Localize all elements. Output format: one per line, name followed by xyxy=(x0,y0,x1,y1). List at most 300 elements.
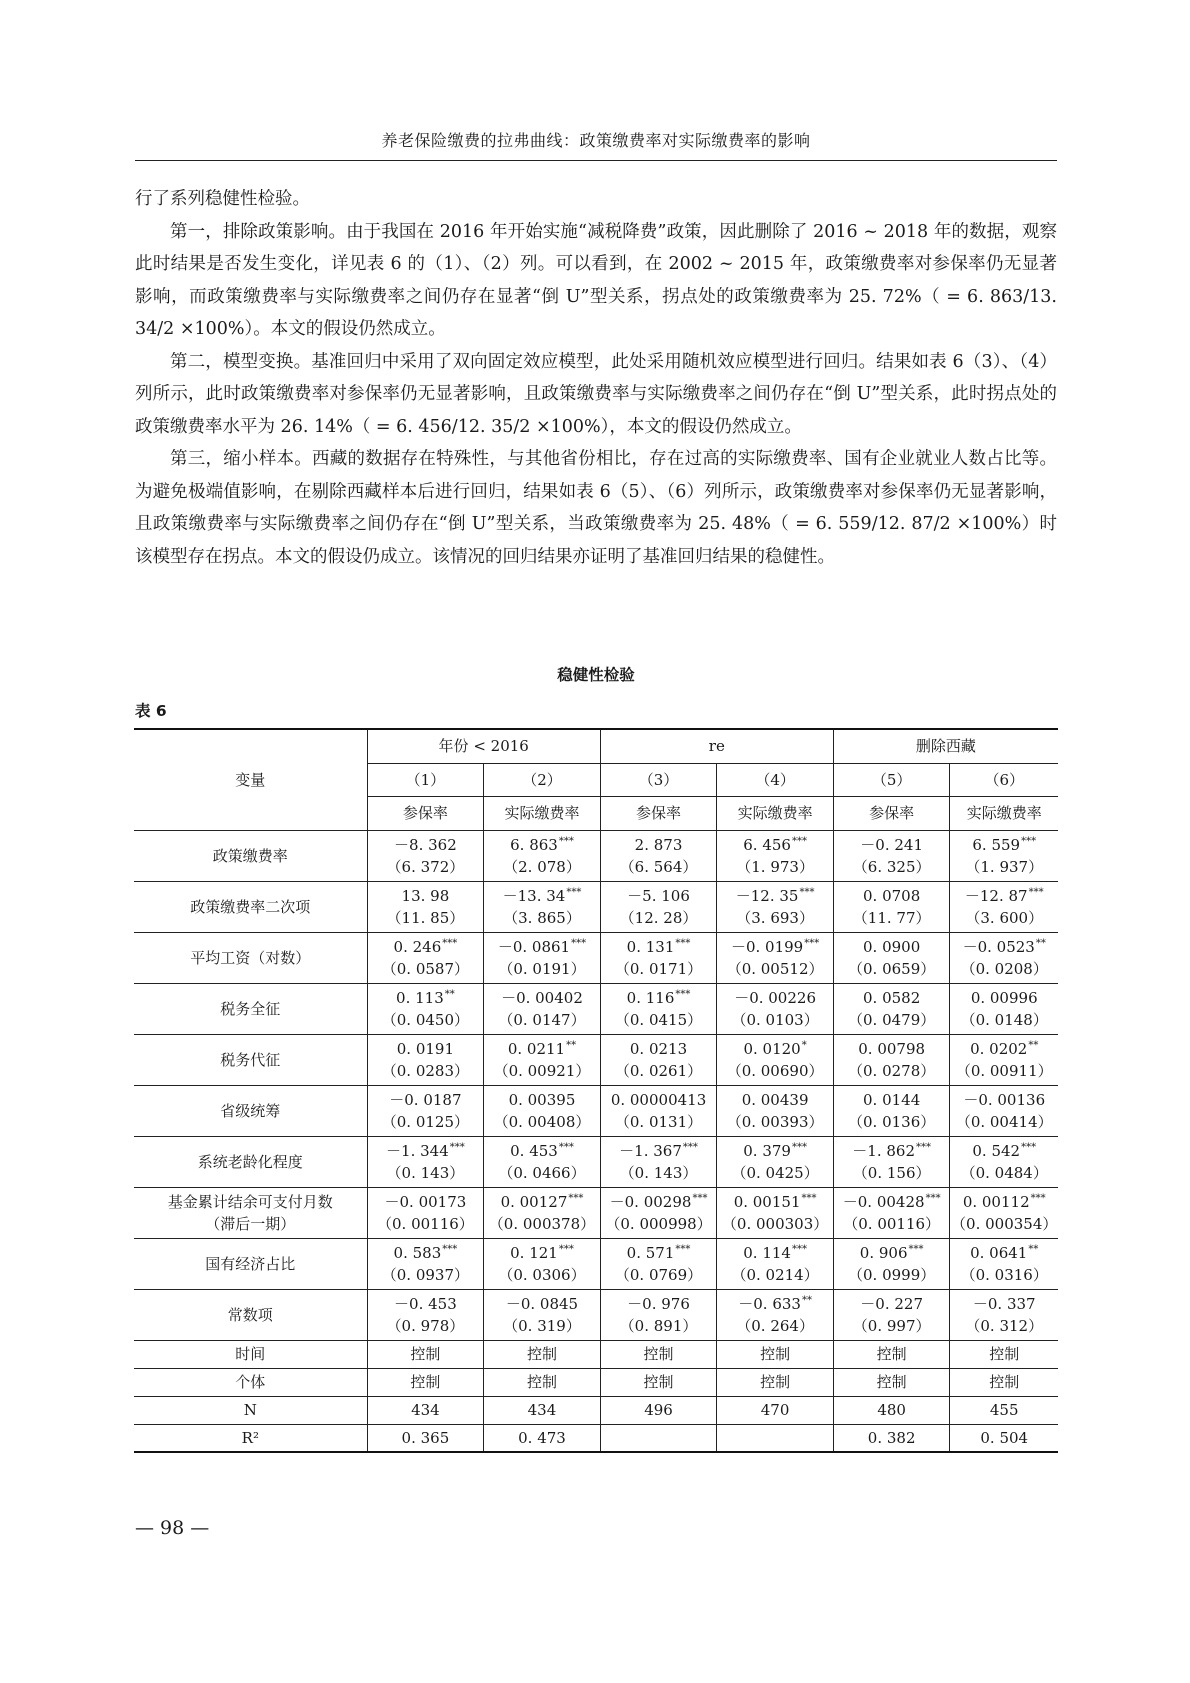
coefficient-value xyxy=(717,885,833,907)
coefficient: －0. 00298 xyxy=(609,1192,692,1211)
dependent-variable: 实际缴费率 xyxy=(484,796,601,830)
coefficient: －0. 0861 xyxy=(497,937,571,956)
coefficient-value xyxy=(601,987,717,1009)
footer-cell: 0. 382 xyxy=(833,1424,950,1452)
coefficient-value xyxy=(950,1242,1058,1264)
coefficient-value xyxy=(368,1089,484,1111)
footer-cell: 控制 xyxy=(367,1368,484,1396)
coefficient: －0. 00136 xyxy=(963,1090,1046,1109)
coefficient-cell xyxy=(367,932,484,983)
coefficient: －0. 0845 xyxy=(505,1294,579,1313)
standard-error: （0. 0136） xyxy=(848,1112,936,1131)
coefficient: 0. 0582 xyxy=(863,988,921,1007)
coefficient-cell xyxy=(484,881,601,932)
paragraph-second: 第二，模型变换。基准回归中采用了双向固定效应模型，此处采用随机效应模型进行回归。结果如表 6（3）、（4）列所示，此时政策缴费率对参保率仍无显著影响，且政策缴费率与实际缴费率之间仍存在“倒 U”型关系，此时拐点处的政策缴费率水平为 26. 14%（ = 6. 456/12. 35/2 ×100%），本文的假设仍然成立。 xyxy=(135,351,1057,437)
group-header: re xyxy=(600,729,833,763)
coefficient-cell xyxy=(367,1187,484,1238)
significance-stars: *** xyxy=(804,937,820,949)
standard-error: （0. 0937） xyxy=(381,1265,470,1284)
standard-error: （0. 0208） xyxy=(960,959,1048,978)
row-label-text: 基金累计结余可支付月数 xyxy=(167,1192,333,1211)
coefficient: 0. 131 xyxy=(626,937,675,956)
coefficient: －13. 34 xyxy=(502,886,566,905)
footer-cell xyxy=(717,1424,834,1452)
significance-stars: *** xyxy=(791,1243,807,1255)
coefficient-value xyxy=(950,1089,1058,1111)
standard-error: （0. 0191） xyxy=(498,959,586,978)
footer-cell xyxy=(600,1424,717,1452)
table-row xyxy=(134,1034,1058,1085)
coefficient-cell xyxy=(484,1238,601,1289)
coefficient: 6. 559 xyxy=(972,835,1021,854)
coefficient: 0. 00395 xyxy=(508,1090,576,1109)
coefficient: 0. 571 xyxy=(626,1243,675,1262)
coefficient-value xyxy=(484,1242,600,1264)
footer-label: R² xyxy=(134,1424,367,1452)
coefficient: －0. 633 xyxy=(738,1294,801,1313)
coefficient-cell xyxy=(833,830,950,881)
table-row xyxy=(134,932,1058,983)
row-label-text: 税务代征 xyxy=(220,1050,281,1069)
standard-error: （0. 00116） xyxy=(843,1214,941,1233)
coefficient-value xyxy=(368,1140,484,1162)
significance-stars: *** xyxy=(1021,835,1037,847)
coefficient: 0. 0191 xyxy=(396,1039,455,1058)
coefficient-cell xyxy=(717,932,834,983)
standard-error: （6. 325） xyxy=(852,857,931,876)
coefficient-value xyxy=(368,834,484,856)
coefficient-value xyxy=(834,1140,950,1162)
standard-error: （0. 000303） xyxy=(721,1214,829,1233)
row-label xyxy=(134,881,367,932)
paragraph-continuation: 行了系列稳健性检验。 xyxy=(135,189,310,209)
standard-error: （3. 693） xyxy=(736,908,814,927)
significance-stars: *** xyxy=(692,1192,708,1204)
coefficient-value xyxy=(484,1038,600,1060)
standard-error: （3. 600） xyxy=(965,908,1044,927)
coefficient: －12. 87 xyxy=(964,886,1028,905)
significance-stars: *** xyxy=(568,1192,584,1204)
coefficient-value xyxy=(717,1242,833,1264)
row-label-text: 税务全征 xyxy=(220,999,281,1018)
coefficient-value xyxy=(834,1038,950,1060)
coefficient: 0. 583 xyxy=(393,1243,442,1262)
coefficient-cell xyxy=(484,830,601,881)
coefficient-value xyxy=(368,936,484,958)
standard-error: （0. 0769） xyxy=(614,1265,703,1284)
significance-stars: *** xyxy=(558,835,574,847)
footer-row xyxy=(134,1340,1058,1368)
footer-cell: 0. 473 xyxy=(484,1424,601,1452)
coefficient-cell xyxy=(717,1187,834,1238)
coefficient: －12. 35 xyxy=(735,886,799,905)
significance-stars: *** xyxy=(449,1141,465,1153)
standard-error: （11. 77） xyxy=(852,908,931,927)
row-label xyxy=(134,1136,367,1187)
significance-stars: *** xyxy=(791,835,807,847)
standard-error: （12. 28） xyxy=(619,908,698,927)
row-label-note: （滞后一期） xyxy=(205,1214,296,1233)
significance-stars: *** xyxy=(675,988,691,1000)
significance-stars: *** xyxy=(801,1192,817,1204)
coefficient-value xyxy=(484,1191,600,1213)
coefficient-value xyxy=(834,1089,950,1111)
standard-error: （0. 000998） xyxy=(605,1214,712,1233)
table-row xyxy=(134,1136,1058,1187)
standard-error: （0. 0999） xyxy=(848,1265,936,1284)
row-label-text: 平均工资（对数） xyxy=(190,948,311,967)
coefficient-value xyxy=(601,936,717,958)
coefficient-value xyxy=(601,885,717,907)
standard-error: （0. 0103） xyxy=(731,1010,819,1029)
coefficient-cell xyxy=(717,830,834,881)
standard-error: （0. 00690） xyxy=(726,1061,824,1080)
coefficient-cell xyxy=(833,1289,950,1340)
standard-error: （0. 0283） xyxy=(381,1061,470,1080)
coefficient-cell xyxy=(600,1238,717,1289)
coefficient-cell xyxy=(600,830,717,881)
coefficient-cell xyxy=(484,1136,601,1187)
coefficient-value xyxy=(950,1191,1058,1213)
significance-stars: *** xyxy=(682,1141,698,1153)
standard-error: （6. 372） xyxy=(386,857,465,876)
row-label-text: 常数项 xyxy=(227,1305,273,1324)
coefficient-cell xyxy=(484,983,601,1034)
coefficient-cell xyxy=(950,1238,1058,1289)
footer-cell: 控制 xyxy=(833,1340,950,1368)
standard-error: （0. 0278） xyxy=(848,1061,936,1080)
coefficient: 0. 453 xyxy=(510,1141,558,1160)
coefficient: －1. 344 xyxy=(386,1141,449,1160)
coefficient-cell xyxy=(950,1136,1058,1187)
coefficient-cell xyxy=(717,881,834,932)
footer-label: 个体 xyxy=(134,1368,367,1396)
row-label-text: 系统老龄化程度 xyxy=(197,1152,303,1171)
coefficient: －0. 241 xyxy=(860,835,924,854)
footer-cell: 控制 xyxy=(484,1340,601,1368)
standard-error: （0. 00512） xyxy=(726,959,824,978)
coefficient-value xyxy=(950,885,1058,907)
coefficient-value xyxy=(484,987,600,1009)
coefficient-value xyxy=(717,1038,833,1060)
coefficient-value xyxy=(484,1089,600,1111)
coefficient-cell xyxy=(950,932,1058,983)
coefficient-value xyxy=(601,1242,717,1264)
coefficient: 0. 114 xyxy=(743,1243,791,1262)
coefficient-value xyxy=(950,987,1058,1009)
coefficient-value xyxy=(950,1140,1058,1162)
standard-error: （11. 85） xyxy=(386,908,465,927)
standard-error: （2. 078） xyxy=(503,857,581,876)
coefficient-cell xyxy=(717,1085,834,1136)
coefficient: 0. 00000413 xyxy=(610,1090,707,1109)
footer-cell: 控制 xyxy=(950,1368,1058,1396)
coefficient-cell xyxy=(950,1085,1058,1136)
coefficient-value xyxy=(717,1293,833,1315)
standard-error: （0. 00921） xyxy=(493,1061,591,1080)
coefficient-cell xyxy=(717,1289,834,1340)
coefficient-cell xyxy=(600,881,717,932)
significance-stars: ** xyxy=(1028,1243,1039,1255)
coefficient: －0. 337 xyxy=(972,1294,1036,1313)
coefficient: 0. 379 xyxy=(743,1141,791,1160)
coefficient-cell xyxy=(717,1136,834,1187)
standard-error: （1. 937） xyxy=(965,857,1044,876)
standard-error: （0. 0425） xyxy=(731,1163,819,1182)
standard-error: （3. 865） xyxy=(503,908,581,927)
coefficient-value xyxy=(950,1293,1058,1315)
coefficient-value xyxy=(368,1242,484,1264)
coefficient: 0. 906 xyxy=(859,1243,908,1262)
coefficient: 6. 456 xyxy=(743,835,791,854)
coefficient: 0. 121 xyxy=(510,1243,558,1262)
row-label-text: 国有经济占比 xyxy=(205,1254,296,1273)
standard-error: （0. 0125） xyxy=(381,1112,470,1131)
significance-stars: *** xyxy=(558,1141,574,1153)
coefficient-value xyxy=(950,1038,1058,1060)
coefficient-value xyxy=(717,1140,833,1162)
footer-cell: 控制 xyxy=(484,1368,601,1396)
coefficient-cell xyxy=(833,881,950,932)
standard-error: （0. 0659） xyxy=(848,959,936,978)
coefficient: 0. 0708 xyxy=(863,886,921,905)
significance-stars: *** xyxy=(675,937,691,949)
row-label xyxy=(134,1085,367,1136)
row-label xyxy=(134,932,367,983)
table-row xyxy=(134,1289,1058,1340)
standard-error: （0. 0171） xyxy=(614,959,703,978)
significance-stars: *** xyxy=(442,937,458,949)
coefficient: －0. 0523 xyxy=(962,937,1035,956)
coefficient-value xyxy=(601,834,717,856)
coefficient: 0. 0202 xyxy=(970,1039,1028,1058)
coefficient: －0. 227 xyxy=(860,1294,924,1313)
table-title: 稳健性检验 xyxy=(557,666,635,684)
coefficient-cell xyxy=(600,1136,717,1187)
row-label xyxy=(134,983,367,1034)
significance-stars: *** xyxy=(442,1243,458,1255)
coefficient-value xyxy=(717,936,833,958)
standard-error: （0. 0316） xyxy=(960,1265,1048,1284)
coefficient-cell xyxy=(367,1289,484,1340)
standard-error: （0. 000354） xyxy=(951,1214,1058,1233)
coefficient: 13. 98 xyxy=(401,886,450,905)
standard-error: （0. 0415） xyxy=(614,1010,703,1029)
coefficient-value xyxy=(601,1038,717,1060)
coefficient-cell xyxy=(484,1034,601,1085)
standard-error: （0. 0587） xyxy=(381,959,470,978)
standard-error: （0. 0148） xyxy=(960,1010,1048,1029)
row-label-text: 政策缴费率 xyxy=(212,846,288,865)
row-label xyxy=(134,1034,367,1085)
significance-stars: ** xyxy=(1035,937,1046,949)
coefficient-cell xyxy=(950,1289,1058,1340)
coefficient-cell xyxy=(717,1238,834,1289)
coefficient-cell xyxy=(600,1085,717,1136)
standard-error: （0. 0306） xyxy=(498,1265,586,1284)
standard-error: （0. 00116） xyxy=(377,1214,474,1233)
dependent-variable: 参保率 xyxy=(600,796,717,830)
paragraph-third: 第三，缩小样本。西藏的数据存在特殊性，与其他省份相比，存在过高的实际缴费率、国有企业就业人数占比等。为避免极端值影响，在剔除西藏样本后进行回归，结果如表 6（5）、（6）列所示，政策缴费率对参保率仍无显著影响，且政策缴费率与实际缴费率之间仍存在“倒 U”型关系，当政策缴费率为 25. 48%（ = 6. 559/12. 87/2 ×100%）时该模型存在拐点。本文的假设仍成立。该情况的回归结果亦证明了基准回归结果的稳健性。 xyxy=(135,449,1057,567)
coefficient: 6. 863 xyxy=(510,835,558,854)
footer-cell: 496 xyxy=(600,1396,717,1424)
header-rule xyxy=(135,160,1057,161)
standard-error: （0. 0450） xyxy=(381,1010,470,1029)
column-number: （4） xyxy=(717,763,834,796)
significance-stars: *** xyxy=(908,1243,924,1255)
coefficient: 0. 113 xyxy=(396,988,444,1007)
coefficient-value xyxy=(950,834,1058,856)
footer-label: 时间 xyxy=(134,1340,367,1368)
standard-error: （0. 0147） xyxy=(498,1010,586,1029)
coefficient: 0. 0120 xyxy=(743,1039,801,1058)
coefficient-cell xyxy=(484,1085,601,1136)
coefficient: －0. 00428 xyxy=(842,1192,925,1211)
footer-row xyxy=(134,1424,1058,1452)
footer-cell: 控制 xyxy=(717,1340,834,1368)
coefficient-cell xyxy=(833,932,950,983)
coefficient: 0. 246 xyxy=(393,937,442,956)
standard-error: （0. 0484） xyxy=(960,1163,1048,1182)
coefficient-value xyxy=(601,1140,717,1162)
footer-cell: 控制 xyxy=(833,1368,950,1396)
coefficient-cell xyxy=(367,830,484,881)
significance-stars: *** xyxy=(1030,1192,1046,1204)
standard-error: （0. 143） xyxy=(619,1163,698,1182)
coefficient: －0. 0187 xyxy=(389,1090,462,1109)
table-row xyxy=(134,830,1058,881)
significance-stars: ** xyxy=(1028,1039,1039,1051)
significance-stars: *** xyxy=(1021,1141,1037,1153)
coefficient: 0. 0900 xyxy=(863,937,921,956)
coefficient: 0. 00112 xyxy=(962,1192,1030,1211)
regression-table xyxy=(134,728,1058,1453)
coefficient-value xyxy=(834,1191,950,1213)
coefficient-value xyxy=(834,834,950,856)
coefficient: －1. 862 xyxy=(852,1141,916,1160)
page-number: — 98 — xyxy=(135,1517,210,1539)
dependent-variable: 实际缴费率 xyxy=(717,796,834,830)
column-number: （5） xyxy=(833,763,950,796)
significance-stars: *** xyxy=(571,937,587,949)
standard-error: （0. 891） xyxy=(619,1316,698,1335)
coefficient-value xyxy=(717,1089,833,1111)
footer-cell: 480 xyxy=(833,1396,950,1424)
coefficient-cell xyxy=(950,1187,1058,1238)
significance-stars: *** xyxy=(566,886,582,898)
row-label-text: 省级统筹 xyxy=(220,1101,281,1120)
dependent-variable: 参保率 xyxy=(367,796,484,830)
coefficient: －0. 976 xyxy=(627,1294,690,1313)
significance-stars: *** xyxy=(925,1192,941,1204)
coefficient-value xyxy=(368,1191,484,1213)
coefficient-cell xyxy=(833,1034,950,1085)
standard-error: （0. 00393） xyxy=(726,1112,824,1131)
standard-error: （0. 0214） xyxy=(731,1265,819,1284)
coefficient-value xyxy=(368,1293,484,1315)
table-row xyxy=(134,1085,1058,1136)
significance-stars: *** xyxy=(558,1243,574,1255)
footer-cell: 455 xyxy=(950,1396,1058,1424)
group-header: 年份 < 2016 xyxy=(367,729,600,763)
coefficient: 0. 00127 xyxy=(500,1192,568,1211)
significance-stars: ** xyxy=(444,988,455,1000)
group-header: 删除西藏 xyxy=(833,729,1058,763)
coefficient-cell xyxy=(833,1085,950,1136)
footer-cell: 控制 xyxy=(600,1368,717,1396)
body-text xyxy=(135,183,1057,573)
coefficient-cell xyxy=(950,881,1058,932)
footer-cell: 控制 xyxy=(367,1340,484,1368)
standard-error: （0. 264） xyxy=(736,1316,814,1335)
coefficient: 0. 0144 xyxy=(863,1090,921,1109)
coefficient-value xyxy=(717,987,833,1009)
coefficient-cell xyxy=(833,1238,950,1289)
coefficient: 2. 873 xyxy=(634,835,683,854)
coefficient: 0. 00439 xyxy=(741,1090,809,1109)
coefficient-cell xyxy=(367,1085,484,1136)
coefficient-cell xyxy=(950,983,1058,1034)
coefficient: 0. 00996 xyxy=(970,988,1038,1007)
coefficient-cell xyxy=(367,1136,484,1187)
coefficient-value xyxy=(484,1293,600,1315)
column-number: （1） xyxy=(367,763,484,796)
coefficient: －0. 00173 xyxy=(384,1192,467,1211)
coefficient-cell xyxy=(600,1187,717,1238)
coefficient-value xyxy=(601,1293,717,1315)
standard-error: （0. 00408） xyxy=(493,1112,591,1131)
row-label xyxy=(134,1289,367,1340)
footer-cell: 控制 xyxy=(717,1368,834,1396)
column-number: （6） xyxy=(950,763,1058,796)
coefficient-cell xyxy=(367,881,484,932)
significance-stars: ** xyxy=(566,1039,577,1051)
significance-stars: ** xyxy=(801,1294,812,1306)
coefficient-cell xyxy=(367,1238,484,1289)
row-label xyxy=(134,830,367,881)
coefficient-value xyxy=(484,1140,600,1162)
standard-error: （0. 0131） xyxy=(614,1112,703,1131)
standard-error: （0. 156） xyxy=(852,1163,931,1182)
footer-row xyxy=(134,1396,1058,1424)
dependent-variable: 参保率 xyxy=(833,796,950,830)
coefficient: －0. 0199 xyxy=(730,937,804,956)
significance-stars: *** xyxy=(1028,886,1044,898)
paragraph-first: 第一，排除政策影响。由于我国在 2016 年开始实施“减税降费”政策，因此删除了 2016 ~ 2018 年的数据，观察此时结果是否发生变化，详见表 6 的（1）、（2）列。可以看到，在 2002 ~ 2015 年，政策缴费率对参保率仍无显著影响，而政策缴费率与实际缴费率之间仍存在显著“倒 U”型关系，拐点处的政策缴费率为 25. 72%（ = 6. 863/13. 34/2 ×100%）。本文的假设仍然成立。 xyxy=(135,221,1057,339)
standard-error: （0. 319） xyxy=(503,1316,581,1335)
coefficient-value xyxy=(717,1191,833,1213)
coefficient-cell xyxy=(367,1034,484,1085)
coefficient: 0. 00151 xyxy=(733,1192,801,1211)
coefficient: －8. 362 xyxy=(394,835,457,854)
coefficient-cell xyxy=(717,1034,834,1085)
coefficient-cell xyxy=(833,983,950,1034)
row-label-text: 政策缴费率二次项 xyxy=(190,897,311,916)
coefficient: －0. 00226 xyxy=(734,988,816,1007)
row-label xyxy=(134,1238,367,1289)
significance-stars: *** xyxy=(791,1141,807,1153)
standard-error: （0. 000378） xyxy=(488,1214,596,1233)
footer-cell: 0. 365 xyxy=(367,1424,484,1452)
coefficient-cell xyxy=(484,1289,601,1340)
footer-row xyxy=(134,1368,1058,1396)
table-row xyxy=(134,881,1058,932)
row-label xyxy=(134,1187,367,1238)
coefficient: 0. 0213 xyxy=(629,1039,688,1058)
standard-error: （1. 973） xyxy=(736,857,814,876)
coefficient-cell xyxy=(367,983,484,1034)
dependent-variable: 实际缴费率 xyxy=(950,796,1058,830)
